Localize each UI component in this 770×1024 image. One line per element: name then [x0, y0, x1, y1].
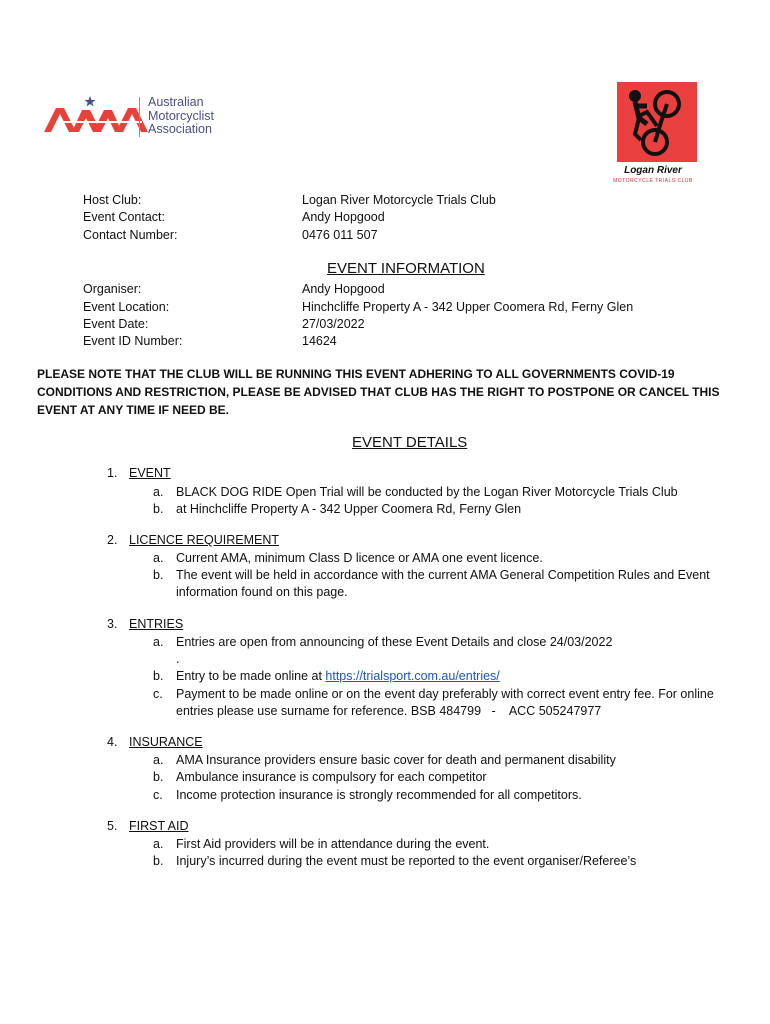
- list-item: [153, 836, 733, 853]
- section-heading-first-aid: [107, 819, 189, 833]
- item-letter: a.: [153, 837, 164, 851]
- event-information-heading: EVENT INFORMATION: [327, 260, 485, 277]
- event-contact-label: Event Contact:: [83, 210, 165, 224]
- item-letter: b.: [153, 854, 164, 868]
- item-text: AMA Insurance providers ensure basic cover for death and permanent disability: [176, 753, 616, 767]
- item-letter: b.: [153, 669, 164, 683]
- item-text-continuation: .: [176, 652, 180, 666]
- event-location-value: Hinchcliffe Property A - 342 Upper Coomera Rd, Ferny Glen: [302, 300, 634, 314]
- item-text: Entry to be made online at: [176, 669, 326, 683]
- list-item: [153, 752, 733, 769]
- event-details-heading: EVENT DETAILS: [352, 434, 468, 451]
- ama-logo-divider: [139, 97, 140, 137]
- list-item: [153, 634, 733, 668]
- section-heading-event: [107, 466, 171, 480]
- event-id-label: Event ID Number:: [83, 334, 183, 348]
- item-letter: c.: [153, 788, 163, 802]
- item-text: at Hinchcliffe Property A - 342 Upper Coomera Rd, Ferny Glen: [176, 502, 522, 516]
- event-location-label: Event Location:: [83, 300, 170, 314]
- section-number: 1.: [107, 466, 118, 480]
- event-contact-value: Andy Hopgood: [302, 210, 385, 224]
- item-letter: a.: [153, 485, 164, 499]
- item-letter: b.: [153, 568, 164, 582]
- organiser-value: Andy Hopgood: [302, 282, 385, 296]
- item-text: Current AMA, minimum Class D licence or AMA one event licence.: [176, 551, 543, 565]
- section-number: 3.: [107, 617, 118, 631]
- event-date-value: 27/03/2022: [302, 317, 365, 331]
- event-id-value: 14624: [302, 334, 337, 348]
- item-text: Payment to be made online or on the event day preferably with correct event entry fee. For online entries please use surname for reference. BSB 484799 - ACC 505247977: [176, 687, 718, 718]
- list-item: [153, 686, 733, 720]
- ama-logo-line1: Australian: [148, 95, 204, 109]
- host-club-label: Host Club:: [83, 193, 142, 207]
- item-text: The event will be held in accordance with the current AMA General Competition Rules and Event information found on this page.: [176, 568, 710, 599]
- section-number: 5.: [107, 819, 118, 833]
- item-letter: a.: [153, 635, 164, 649]
- list-item: [153, 484, 733, 501]
- section-title: LICENCE REQUIREMENT: [129, 533, 280, 547]
- list-item: [153, 787, 733, 804]
- ama-logo-line3: Association: [148, 122, 212, 136]
- entries-link[interactable]: https://trialsport.com.au/entries/: [325, 669, 500, 683]
- item-text: Entries are open from announcing of these Event Details and close 24/03/2022: [176, 635, 613, 649]
- section-heading-entries: [107, 617, 183, 631]
- organiser-label: Organiser:: [83, 282, 142, 296]
- item-text: Ambulance insurance is compulsory for each competitor: [176, 770, 487, 784]
- item-text: BLACK DOG RIDE Open Trial will be conducted by the Logan River Motorcycle Trials Club: [176, 485, 678, 499]
- section-title: FIRST AID: [129, 819, 189, 833]
- list-item: [153, 853, 733, 870]
- list-item: [153, 550, 733, 567]
- item-letter: b.: [153, 502, 164, 516]
- section-title: ENTRIES: [129, 617, 184, 631]
- item-letter: a.: [153, 753, 164, 767]
- event-date-label: Event Date:: [83, 317, 149, 331]
- item-letter: a.: [153, 551, 164, 565]
- section-title: EVENT: [129, 466, 171, 480]
- list-item: [153, 668, 733, 685]
- club-logo-rider-icon: [617, 82, 697, 162]
- section-heading-licence: [107, 533, 279, 547]
- list-item: [153, 501, 733, 518]
- section-number: 4.: [107, 735, 118, 749]
- contact-number-value: 0476 011 507: [302, 228, 378, 242]
- section-number: 2.: [107, 533, 118, 547]
- item-text: Income protection insurance is strongly recommended for all competitors.: [176, 788, 582, 802]
- ama-logo-line2: Motorcyclist: [148, 108, 214, 123]
- ama-logo-text: [148, 96, 214, 137]
- list-item: [153, 567, 728, 601]
- item-text: Injury’s incurred during the event must be reported to the event organiser/Referee’s: [176, 854, 637, 868]
- covid-notice: PLEASE NOTE THAT THE CLUB WILL BE RUNNING THIS EVENT ADHERING TO ALL GOVERNMENTS COVID-19 CONDITIONS AND RESTRICTION, PLEASE BE ADVISED THAT CLUB HAS THE RIGHT TO POSTPONE OR CANCEL THIS EVENT AT ANY TIME IF NEED BE.: [37, 367, 720, 417]
- section-heading-insurance: [107, 735, 203, 749]
- contact-number-label: Contact Number:: [83, 228, 178, 242]
- list-item: [153, 769, 733, 786]
- host-club-value: Logan River Motorcycle Trials Club: [302, 193, 496, 207]
- item-letter: c.: [153, 687, 163, 701]
- club-logo-name: Logan River: [624, 165, 682, 176]
- item-letter: b.: [153, 770, 164, 784]
- section-title: INSURANCE: [129, 735, 203, 749]
- item-text: First Aid providers will be in attendance during the event.: [176, 837, 490, 851]
- club-logo-subtitle: MOTORCYCLE TRIALS CLUB: [613, 178, 693, 184]
